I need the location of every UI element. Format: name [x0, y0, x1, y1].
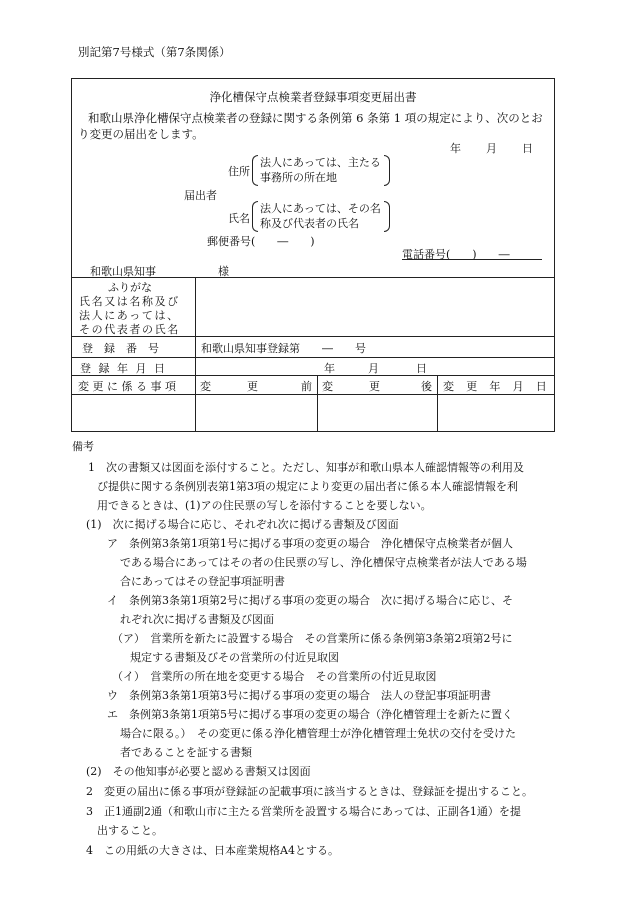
form-number-header: 別記第7号様式（第7条関係） — [78, 45, 231, 59]
notes-heading: 備考 — [72, 440, 94, 453]
name-row-label-1: 氏名又は名称及び — [79, 295, 180, 308]
note-line: ウ 条例第3条第1項第3号に掲げる事項の変更の場合 法人の登記事項証明書 — [107, 689, 491, 702]
date-day: 日 — [522, 142, 533, 155]
registration-date-month: 月 — [368, 362, 379, 375]
note-line: 出すること。 — [97, 824, 163, 837]
note-line: れぞれ次に掲げる書類及び図面 — [120, 613, 274, 626]
note-line: 者であることを証する書類 — [120, 746, 252, 759]
note-line: 規定する書類及びその営業所の付近見取図 — [130, 651, 339, 664]
column-divider-before — [317, 375, 318, 432]
note-line: び提供に関する条例別表第1第3項の規定により変更の届出者に係る本人確認情報を利 — [97, 480, 518, 493]
note-line: 3 正1通副2通（和歌山市に主たる営業所を設置する場合にあっては、正副各1通）を提 — [86, 805, 521, 818]
address-note-2: 事務所の所在地 — [260, 171, 337, 184]
registration-number-label: 登 録 番 号 — [82, 342, 159, 355]
after-label-3: 後 — [421, 380, 432, 393]
addressee-honorific: 様 — [218, 265, 229, 278]
column-divider-after — [437, 375, 438, 432]
postal-code-label: 郵便番号( ― ) — [207, 235, 315, 248]
name-row-label-2: 法人にあっては、 — [79, 309, 180, 322]
note-line: 1 次の書類又は図面を添付すること。ただし、知事が和歌山県本人確認情報等の利用及 — [88, 461, 524, 474]
addressee: 和歌山県知事 — [90, 265, 156, 278]
note-line: 合にあってはその登記事項証明書 — [120, 575, 285, 588]
date-year: 年 — [450, 142, 461, 155]
intro-line-2: り変更の届出をします。 — [78, 127, 204, 141]
change-items-label: 変 更 に 係 る 事 項 — [78, 380, 176, 393]
phone-underline — [402, 259, 542, 260]
notification-form — [71, 78, 555, 432]
name-note-2: 称及び代表者の氏名 — [260, 217, 359, 230]
address-note-1: 法人にあっては、主たる — [260, 156, 381, 169]
address-brace-right — [384, 155, 390, 186]
name-note-1: 法人にあっては、その名 — [260, 202, 381, 215]
change-date-label: 変 更 年 月 日 — [443, 380, 548, 393]
date-month: 月 — [486, 142, 497, 155]
column-divider-label — [195, 277, 196, 432]
note-line: 場合に限る。） その変更に係る浄化槽管理士が浄化槽管理士免状の交付を受けた — [120, 727, 516, 740]
registration-date-label: 登 録 年 月 日 — [80, 362, 167, 375]
note-line: 用できるときは、(1)アの住民票の写しを添付することを要しない。 — [97, 499, 432, 512]
table-top-border — [72, 277, 554, 278]
before-label-2: 更 — [247, 380, 258, 393]
note-line: 4 この用紙の大きさは、日本産業規格A4とする。 — [86, 844, 339, 857]
registration-number-value: 和歌山県知事登録第 ― 号 — [201, 342, 366, 355]
note-line: （イ） 営業所の所在地を変更する場合 その営業所の付近見取図 — [112, 670, 437, 683]
name-brace-left — [252, 201, 258, 232]
before-label-1: 変 — [200, 380, 211, 393]
name-brace-right — [384, 201, 390, 232]
registration-date-year: 年 — [324, 362, 335, 375]
form-title: 浄化槽保守点検業者登録事項変更届出書 — [209, 90, 417, 104]
note-line: エ 条例第3条第1項第5号に掲げる事項の変更の場合（浄化槽管理士を新たに置く — [107, 708, 513, 721]
registration-date-day: 日 — [416, 362, 427, 375]
after-label-1: 変 — [322, 380, 333, 393]
address-label: 住所 — [228, 165, 250, 178]
furigana-label: ふりがな — [108, 281, 152, 294]
applicant-label: 届出者 — [184, 189, 217, 202]
note-line: (1) 次に掲げる場合に応じ、それぞれ次に掲げる書類及び図面 — [86, 518, 399, 531]
after-label-2: 更 — [369, 380, 380, 393]
name-label: 氏名 — [228, 212, 250, 225]
note-line: である場合にあってはその者の住民票の写し、浄化槽保守点検業者が法人である場 — [120, 556, 527, 569]
note-line: 2 変更の届出に係る事項が登録証の記載事項に該当するときは、登録証を提出すること。 — [86, 785, 533, 798]
intro-line-1: 和歌山県浄化槽保守点検業者の登録に関する条例第 6 条第 1 項の規定により、次のとお — [88, 111, 543, 125]
address-brace-left — [252, 155, 258, 186]
note-line: （ア） 営業所を新たに設置する場合 その営業所に係る条例第3条第2項第2号に — [112, 632, 513, 645]
note-line: (2) その他知事が必要と認める書類又は図面 — [86, 765, 311, 778]
name-row-label-3: その代表者の氏名 — [79, 323, 180, 336]
phone-label: 電話番号( ) ― — [402, 248, 510, 261]
row-divider-4 — [72, 394, 554, 395]
row-divider-2 — [72, 357, 554, 358]
note-line: イ 条例第3条第1項第2号に掲げる事項の変更の場合 次に掲げる場合に応じ、そ — [107, 594, 513, 607]
before-label-3: 前 — [301, 380, 312, 393]
note-line: ア 条例第3条第1項第1号に掲げる事項の変更の場合 浄化槽保守点検業者が個人 — [107, 537, 513, 550]
